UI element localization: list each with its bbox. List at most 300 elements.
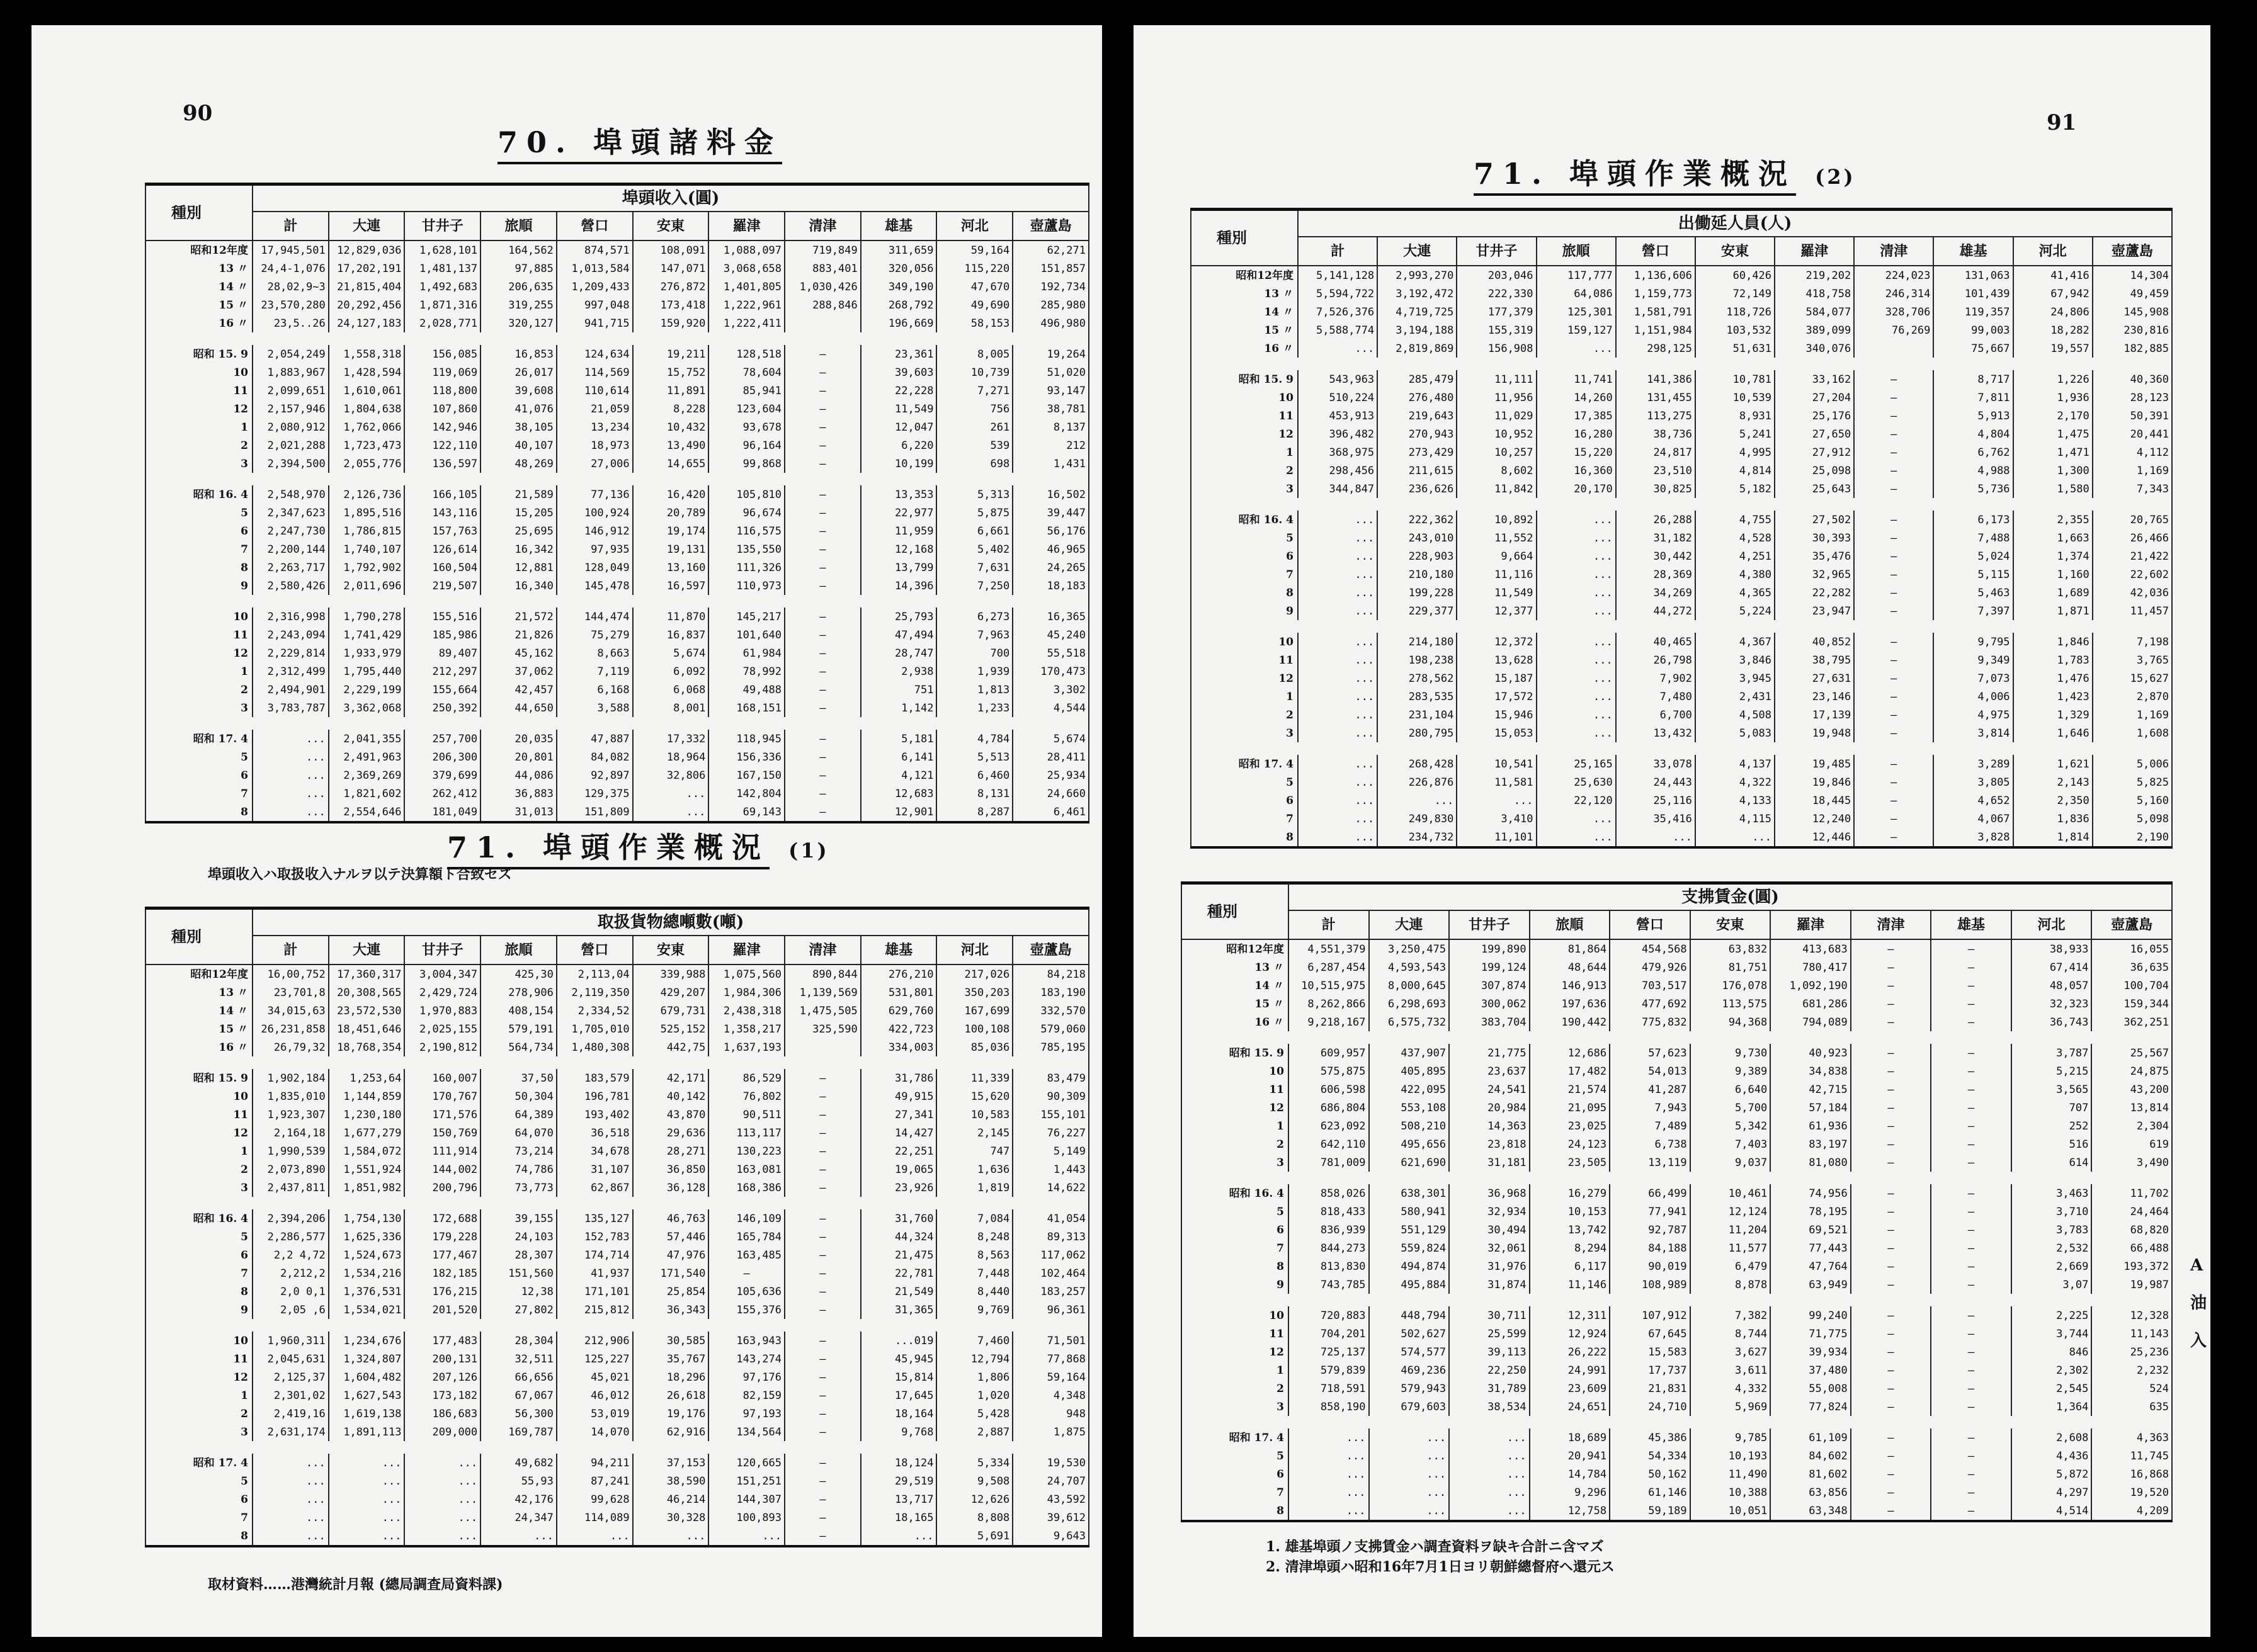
table-cell: 199,890 (1449, 939, 1530, 958)
row-label: 2 (145, 1405, 253, 1423)
table-cell: 44,086 (480, 766, 557, 784)
table-cell: 5,875 (936, 504, 1013, 522)
column-header: 計 (253, 936, 329, 965)
row-label: 2 (145, 1160, 253, 1179)
table-cell: 84,082 (557, 748, 633, 766)
table-cell: ... (1537, 669, 1616, 687)
table-cell: 21,422 (2093, 547, 2172, 565)
table-cell: 1,151,984 (1616, 321, 1695, 339)
table-cell: 1,621 (2013, 755, 2093, 773)
table-cell: 24,443 (1616, 773, 1695, 791)
row-label: 1 (145, 1142, 253, 1160)
table-cell: 93,147 (1013, 382, 1089, 400)
table-cell: — (1931, 1276, 2011, 1294)
row-label: 1 (1181, 1361, 1288, 1379)
table-cell: 66,488 (2091, 1239, 2172, 1257)
table-cell: 36,518 (557, 1124, 633, 1142)
table-cell: 3,846 (1695, 651, 1775, 669)
table-cell: 429,207 (633, 983, 709, 1002)
row-label: 8 (145, 558, 253, 577)
table-cell: 93,678 (708, 418, 785, 436)
table-cell: — (1931, 939, 2011, 958)
table-cell: — (785, 577, 861, 595)
table-cell: 3,004,347 (404, 965, 480, 983)
table-cell: 3,787 (2011, 1044, 2092, 1062)
table-cell: 781,009 (1288, 1153, 1369, 1172)
row-label: 9 (1181, 1276, 1288, 1294)
table-cell: 119,357 (1933, 303, 2013, 321)
table-cell: 9,769 (936, 1301, 1013, 1319)
table-cell: 4,115 (1695, 810, 1775, 828)
row-label: 昭和 16. 4 (1191, 511, 1298, 529)
table-cell: 1,092,190 (1770, 976, 1851, 995)
table-cell: 1,939 (936, 662, 1013, 681)
table-cell: — (785, 1386, 861, 1405)
table-cell: — (1851, 1447, 1931, 1465)
table-cell: 775,832 (1610, 1013, 1690, 1031)
table-cell: 171,540 (633, 1264, 709, 1282)
table-cell: 883,401 (785, 259, 861, 278)
table-row (1181, 1429, 2172, 1447)
table-row (145, 644, 1089, 662)
table-cell: 2,073,890 (253, 1160, 329, 1179)
table-row (1181, 939, 2172, 958)
table-cell: 2,080,912 (253, 418, 329, 436)
table-cell: 298,125 (1616, 339, 1695, 358)
table-banner: 埠頭收入(圓) (253, 184, 1089, 212)
table-cell: 45,021 (557, 1368, 633, 1386)
table-cell: 163,943 (708, 1332, 785, 1350)
table-cell: 4,297 (2011, 1483, 2092, 1502)
table-cell: 2,021,288 (253, 436, 329, 455)
table-cell: 97,885 (480, 259, 557, 278)
table-cell: 11,577 (1690, 1239, 1771, 1257)
table-cell: — (1931, 1379, 2011, 1398)
row-label: 7 (1181, 1239, 1288, 1257)
column-header: 計 (253, 212, 329, 240)
table-cell: 25,643 (1775, 480, 1854, 498)
table-cell: 2,190 (2093, 828, 2172, 847)
table-cell: 14,396 (861, 577, 937, 595)
table-row (145, 1332, 1089, 1350)
table-row (145, 1405, 1089, 1423)
table-row (145, 522, 1089, 540)
table-cell: — (1854, 547, 1933, 565)
table-cell: 2,870 (2093, 687, 2172, 706)
wage-note-1: 1. 雄基埠頭ノ支拂賃金ハ調査資料ヲ缺キ合計ニ含マズ (1266, 1539, 1604, 1555)
table-cell: 1,374 (2013, 547, 2093, 565)
row-label: 14 〃 (1191, 303, 1298, 321)
table-cell: 22,250 (1449, 1361, 1530, 1379)
table-cell: 128,049 (557, 558, 633, 577)
table-cell: 11,204 (1690, 1221, 1771, 1239)
table-cell: 276,480 (1377, 388, 1457, 407)
table-cell: 66,656 (480, 1368, 557, 1386)
table-cell: 28,271 (633, 1142, 709, 1160)
table-cell: ... (1537, 810, 1616, 828)
table-cell: 54,334 (1610, 1447, 1690, 1465)
table-cell: 24,660 (1013, 784, 1089, 803)
table-cell: 2,045,631 (253, 1350, 329, 1368)
table-cell: 57,623 (1610, 1044, 1690, 1062)
table-cell: 26,79,32 (253, 1038, 329, 1056)
row-label: 12 (1191, 425, 1298, 443)
table-cell: 36,968 (1449, 1184, 1530, 1202)
table-cell: 7,403 (1690, 1135, 1771, 1153)
table-cell: 477,692 (1610, 995, 1690, 1013)
column-header: 壺蘆島 (2091, 910, 2172, 939)
table-cell: 1,741,429 (329, 626, 405, 644)
table-cell: — (785, 558, 861, 577)
table-cell: 51,020 (1013, 363, 1089, 382)
table-cell: 2,993,270 (1377, 266, 1457, 285)
table-cell: 58,153 (936, 314, 1013, 332)
table-cell: 22,602 (2093, 565, 2172, 584)
table-cell: 31,786 (861, 1069, 937, 1087)
table-corner-label: 種別 (1191, 210, 1298, 266)
table-cell: — (1854, 724, 1933, 742)
table-cell: 200,796 (404, 1179, 480, 1197)
row-label: 3 (1181, 1153, 1288, 1172)
table-cell: 143,116 (404, 504, 480, 522)
table-row (1181, 1447, 2172, 1465)
row-label: 5 (1181, 1202, 1288, 1221)
table-cell: 217,026 (936, 965, 1013, 983)
table-cell: 3,289 (1933, 755, 2013, 773)
table-cell: 114,569 (557, 363, 633, 382)
table-cell: 2,125,37 (253, 1368, 329, 1386)
table-cell: — (1851, 995, 1931, 1013)
table-row (145, 1020, 1089, 1038)
table-cell: 10,388 (1690, 1483, 1771, 1502)
table-cell: 90,019 (1610, 1257, 1690, 1276)
column-header: 清津 (785, 936, 861, 965)
table-cell: 114,089 (557, 1508, 633, 1527)
row-label: 10 (1181, 1062, 1288, 1080)
table-cell: 10,781 (1695, 370, 1775, 388)
table-cell: 5,224 (1695, 602, 1775, 620)
table-cell: 4,133 (1695, 791, 1775, 810)
table-cell: 2,2 4,72 (253, 1246, 329, 1264)
table-cell: — (785, 345, 861, 363)
row-label: 2 (1191, 706, 1298, 724)
table-cell: 4,508 (1695, 706, 1775, 724)
table-cell: 2,580,426 (253, 577, 329, 595)
table-cell: 25,854 (633, 1282, 709, 1301)
table-cell: ... (1537, 706, 1616, 724)
row-label: 6 (1191, 791, 1298, 810)
table-row (1191, 339, 2172, 358)
table-cell: 997,048 (557, 296, 633, 314)
table-cell: 167,150 (708, 766, 785, 784)
table-cell: 84,218 (1013, 965, 1089, 983)
table-cell: 136,597 (404, 455, 480, 473)
table-cell: 173,418 (633, 296, 709, 314)
table-cell: 4,112 (2093, 443, 2172, 461)
table-cell: 151,560 (480, 1264, 557, 1282)
table-cell: 30,585 (633, 1332, 709, 1350)
table-cell: 16,597 (633, 577, 709, 595)
table-cell: — (1854, 565, 1933, 584)
table-cell: 7,526,376 (1298, 303, 1377, 321)
table-cell: ... (1298, 511, 1377, 529)
table-cell: 143,274 (708, 1350, 785, 1368)
table-cell: 1,169 (2093, 461, 2172, 480)
table-cell: 1,604,482 (329, 1368, 405, 1386)
table-cell: 75,279 (557, 626, 633, 644)
table-70-footnote: 埠頭收入ハ取扱收入ナルヲ以テ決算額ト合致セズ (208, 866, 512, 883)
table-cell: 17,482 (1530, 1062, 1610, 1080)
table-cell: 60,426 (1695, 266, 1775, 285)
table-cell: 454,568 (1610, 939, 1690, 958)
table-cell: 437,907 (1369, 1044, 1450, 1062)
table-cell: 110,973 (708, 577, 785, 595)
table-cell: 6,173 (1933, 511, 2013, 529)
table-cell: — (1931, 976, 2011, 995)
row-label: 14 〃 (145, 278, 253, 296)
table-cell: 12,794 (936, 1350, 1013, 1368)
table-cell: 700 (936, 644, 1013, 662)
table-cell: 268,792 (861, 296, 937, 314)
table-cell: 170,767 (404, 1087, 480, 1106)
table-cell: 23,637 (1449, 1062, 1530, 1080)
book-spine (1102, 25, 1134, 1637)
table-cell: 141,386 (1616, 370, 1695, 388)
table-row (145, 1423, 1089, 1441)
table-cell: 1,936 (2013, 388, 2093, 407)
table-cell: — (785, 1332, 861, 1350)
table-cell: 234,732 (1377, 828, 1457, 847)
table-row (145, 1386, 1089, 1405)
table-cell: ... (1537, 602, 1616, 620)
table-cell: 10,193 (1690, 1447, 1771, 1465)
table-cell: 72,149 (1695, 285, 1775, 303)
table-cell: 24,4-1,076 (253, 259, 329, 278)
table-cell: 1,970,883 (404, 1002, 480, 1020)
table-cell: 15,620 (936, 1087, 1013, 1106)
table-cell: 1,401,805 (708, 278, 785, 296)
table-cell: 5,083 (1695, 724, 1775, 742)
table-row (1181, 1502, 2172, 1521)
table-cell: — (1931, 1221, 2011, 1239)
table-cell: 623,092 (1288, 1117, 1369, 1135)
table-cell: 46,763 (633, 1209, 709, 1228)
table-cell: — (1931, 1099, 2011, 1117)
table-row (1191, 480, 2172, 498)
table-cell: 20,765 (2093, 511, 2172, 529)
table-cell: 207,126 (404, 1368, 480, 1386)
table-cell: 23,5..26 (253, 314, 329, 332)
column-header: 羅津 (708, 936, 785, 965)
table-cell: 107,912 (1610, 1306, 1690, 1325)
table-cell: 21,095 (1530, 1099, 1610, 1117)
table-cell: 1,364 (2011, 1398, 2092, 1416)
table-cell: 35,476 (1775, 547, 1854, 565)
table-cell: — (1851, 1202, 1931, 1221)
table-cell: 9,296 (1530, 1483, 1610, 1502)
table-cell: 6,220 (861, 436, 937, 455)
table-cell: — (1931, 1361, 2011, 1379)
table-cell: 17,202,191 (329, 259, 405, 278)
table-cell: 1,608 (2093, 724, 2172, 742)
table-cell: — (785, 644, 861, 662)
column-header: 河北 (936, 936, 1013, 965)
row-label: 5 (145, 1228, 253, 1246)
table-cell: 5,691 (936, 1527, 1013, 1546)
table-cell: — (1931, 1013, 2011, 1031)
table-row (145, 1106, 1089, 1124)
table-cell: ... (1449, 1483, 1530, 1502)
table-cell: 422,723 (861, 1020, 937, 1038)
table-cell: ... (404, 1454, 480, 1472)
row-label: 昭和12年度 (1191, 266, 1298, 285)
table-cell: 146,912 (557, 522, 633, 540)
table-cell: 1,475,505 (785, 1002, 861, 1020)
table-cell: 26,222 (1530, 1343, 1610, 1361)
table-cell: — (785, 382, 861, 400)
table-cell: 97,176 (708, 1368, 785, 1386)
table-cell: — (1854, 443, 1933, 461)
table-cell: 55,008 (1770, 1379, 1851, 1398)
table-cell: 579,060 (1013, 1020, 1089, 1038)
table-cell: — (1851, 1117, 1931, 1135)
table-cell: — (1851, 1135, 1931, 1153)
row-label: 8 (145, 803, 253, 822)
table-cell: 24,710 (1610, 1398, 1690, 1416)
table-cell: 19,987 (2091, 1276, 2172, 1294)
table-cell: 21,572 (480, 608, 557, 626)
table-cell: — (785, 803, 861, 822)
table-cell: 1,581,791 (1616, 303, 1695, 321)
table-cell: 28,123 (2093, 388, 2172, 407)
row-label: 1 (145, 662, 253, 681)
table-cell: 9,508 (936, 1472, 1013, 1490)
table-cell: 278,906 (480, 983, 557, 1002)
table-cell: — (785, 1209, 861, 1228)
table-cell: 3,945 (1695, 669, 1775, 687)
column-header: 營口 (557, 212, 633, 240)
table-cell: 45,162 (480, 644, 557, 662)
table-row (145, 626, 1089, 644)
table-cell: 23,570,280 (253, 296, 329, 314)
table-cell: 125,301 (1537, 303, 1616, 321)
table-cell: 16,502 (1013, 485, 1089, 504)
table-cell: 144,307 (708, 1490, 785, 1508)
table-cell: 53,019 (557, 1405, 633, 1423)
table-cell: — (1851, 1429, 1931, 1447)
table-row (1181, 1361, 2172, 1379)
table-cell: 90,309 (1013, 1087, 1089, 1106)
table-cell: 6,068 (633, 681, 709, 699)
table-row (145, 1160, 1089, 1179)
table-cell: 219,643 (1377, 407, 1457, 425)
column-header: 清津 (1851, 910, 1931, 939)
table-cell: — (1931, 1062, 2011, 1080)
table-cell: 1,689 (2013, 584, 2093, 602)
row-label: 3 (145, 1179, 253, 1197)
table-cell: 1,324,807 (329, 1350, 405, 1368)
table-cell: 224,023 (1854, 266, 1933, 285)
table-row (1191, 651, 2172, 669)
table-cell: — (1851, 1398, 1931, 1416)
table-cell: 23,926 (861, 1179, 937, 1197)
table-cell: 222,330 (1457, 285, 1536, 303)
table-cell: 1,646 (2013, 724, 2093, 742)
table-cell: 8,131 (936, 784, 1013, 803)
table-cell: 183,190 (1013, 983, 1089, 1002)
table-cell: 4,436 (2011, 1447, 2092, 1465)
table-cell: 5,674 (633, 644, 709, 662)
table-cell: 638,301 (1369, 1184, 1450, 1202)
table-cell: 21,059 (557, 400, 633, 418)
table-cell: 1,233 (936, 699, 1013, 717)
table-cell: 18,973 (557, 436, 633, 455)
row-label: 6 (145, 766, 253, 784)
table-row (145, 1368, 1089, 1386)
table-cell: 4,380 (1695, 565, 1775, 584)
table-cell: 163,485 (708, 1246, 785, 1264)
table-cell: 2,126,736 (329, 485, 405, 504)
row-label: 9 (1191, 602, 1298, 620)
table-cell: 2,532 (2011, 1239, 2092, 1257)
table-cell: 2,394,500 (253, 455, 329, 473)
table-cell: 1,475 (2013, 425, 2093, 443)
table-cell: 41,416 (2013, 266, 2093, 285)
table-cell: 679,603 (1369, 1398, 1450, 1416)
table-cell: 379,699 (404, 766, 480, 784)
table-cell: 37,153 (633, 1454, 709, 1472)
table-cell: 11,842 (1457, 480, 1536, 498)
table-cell: 16,280 (1537, 425, 1616, 443)
table-cell: 40,360 (2093, 370, 2172, 388)
table-cell: 1,139,569 (785, 983, 861, 1002)
table-cell: 18,124 (861, 1454, 937, 1472)
column-header: 河北 (936, 212, 1013, 240)
table-cell: — (785, 699, 861, 717)
table-cell: — (785, 1405, 861, 1423)
table-row (145, 418, 1089, 436)
table-cell: 4,755 (1695, 511, 1775, 529)
table-row (145, 345, 1089, 363)
table-cell: 1,253,64 (329, 1069, 405, 1087)
table-cell: 23,025 (1530, 1117, 1610, 1135)
table-cell: 4,975 (1933, 706, 2013, 724)
column-header: 安東 (633, 212, 709, 240)
table-cell: — (785, 1350, 861, 1368)
table-cell: 113,575 (1690, 995, 1771, 1013)
table-cell: 3,463 (2011, 1184, 2092, 1202)
source-note: 取材資料……港灣統計月報 (總局調査局資料課) (208, 1576, 503, 1593)
table-cell: — (1851, 1379, 1931, 1398)
table-cell: — (785, 418, 861, 436)
table-cell: 8,000,645 (1369, 976, 1450, 995)
table-row (145, 577, 1089, 595)
table-banner: 支拂賃金(圓) (1288, 883, 2172, 911)
table-cell: 5,160 (2093, 791, 2172, 810)
table-cell: ... (1298, 584, 1377, 602)
table-row (145, 1454, 1089, 1472)
table-cell: 24,806 (2013, 303, 2093, 321)
table-cell: 8,744 (1690, 1325, 1771, 1343)
table-cell: 6,117 (1530, 1257, 1610, 1276)
table-cell: 2,369,269 (329, 766, 405, 784)
table-cell: 2,0 0,1 (253, 1282, 329, 1301)
table-cell: 311,659 (861, 240, 937, 259)
column-header: 旅順 (1530, 910, 1610, 939)
table-cell: 21,589 (480, 485, 557, 504)
table-cell: 11,552 (1457, 529, 1536, 547)
column-header: 營口 (1616, 237, 1695, 266)
